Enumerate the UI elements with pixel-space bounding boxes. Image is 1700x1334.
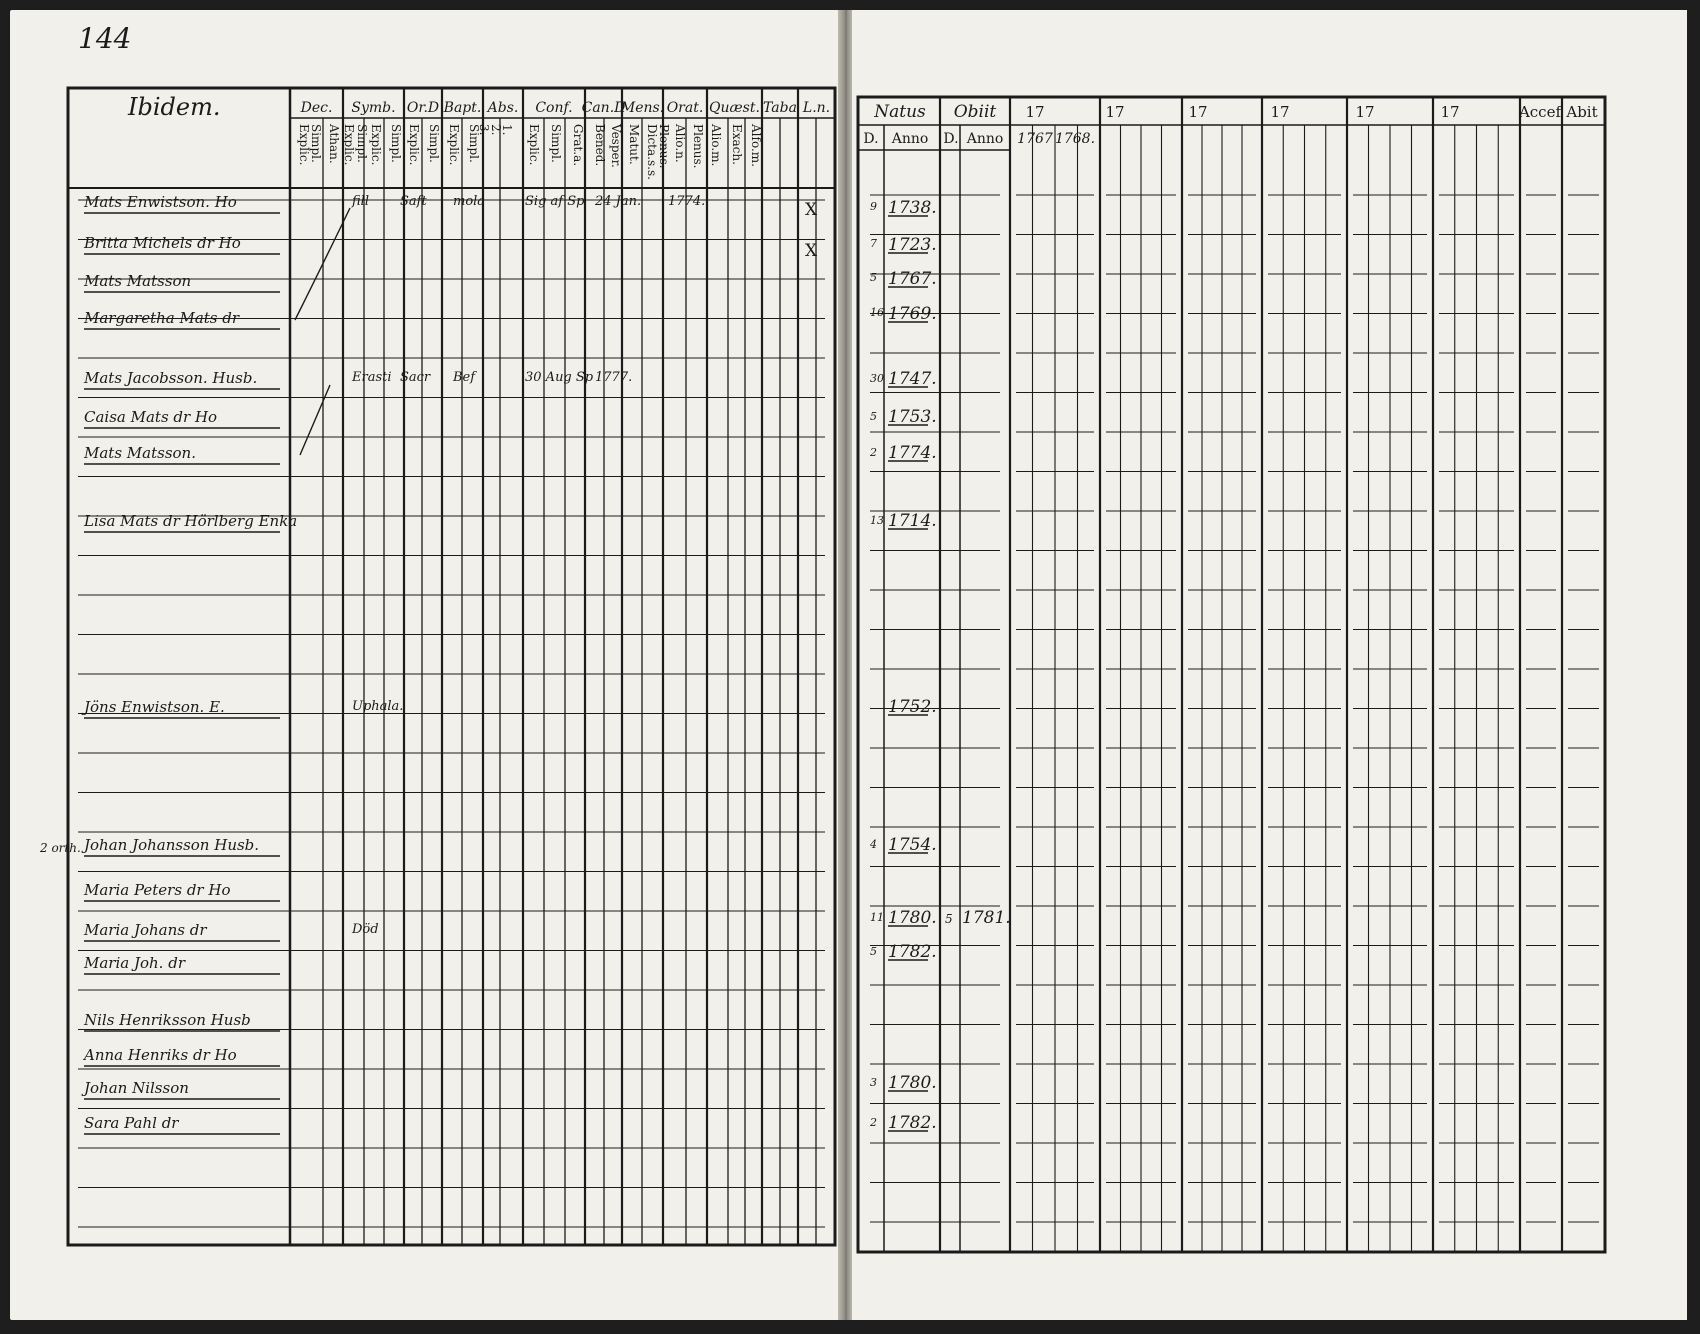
column-subheader: Exach. — [730, 124, 744, 165]
page-title: Ibidem. — [128, 93, 221, 121]
column-subheader: Simpl. — [309, 124, 323, 163]
column-subheader: Grat.a. — [571, 124, 585, 167]
birth-day: 2 — [870, 446, 877, 459]
column-header: Conf. — [535, 100, 573, 116]
entry-name: Mats Matsson — [84, 272, 192, 290]
entry-mark: fill — [352, 194, 369, 209]
column-header: L.n. — [802, 100, 831, 116]
column-subheader: Explic. — [407, 124, 421, 166]
death-year: 1781. — [962, 908, 1011, 928]
column-header: 17 — [1355, 103, 1375, 121]
birth-day: 11 — [870, 911, 884, 924]
birth-year: 1774. — [888, 443, 937, 463]
birth-day: 3 — [870, 1076, 877, 1089]
entry-name: Anna Henriks dr Ho — [84, 1046, 237, 1064]
column-header: 17 — [1025, 103, 1045, 121]
column-header: Natus — [874, 102, 926, 122]
entry-mark: Sig af Sp — [525, 194, 585, 209]
entry-name: Johan Nilsson — [84, 1079, 189, 1097]
column-header: 17 — [1270, 103, 1290, 121]
column-subheader: Athan. — [327, 124, 341, 164]
year-column-label: 1767 — [1017, 131, 1053, 147]
column-header: Accef — [1518, 103, 1562, 121]
column-subheader: Simpl. — [355, 124, 369, 163]
birth-day: 30 — [870, 372, 884, 385]
column-header: Abs. — [487, 100, 519, 116]
birth-year: 1747. — [888, 369, 937, 389]
entry-name: Mats Jacobsson. Husb. — [84, 369, 258, 387]
column-header: Can.D — [581, 100, 626, 116]
entry-mark: 24 Jan. — [595, 194, 642, 209]
column-subheader: Explic. — [342, 124, 356, 166]
column-header: Bapt. — [443, 100, 482, 116]
year-column-label: 1768. — [1054, 131, 1096, 147]
birth-year: 1738. — [888, 198, 937, 218]
entry-mark: Sacr — [400, 370, 431, 385]
entry-mark: 1777. — [595, 370, 633, 385]
column-subheader: Bened. — [593, 124, 607, 167]
column-subheader: Simpl. — [549, 124, 563, 163]
entry-name: Johan Johansson Husb. — [84, 836, 260, 854]
column-header: Taba — [763, 100, 797, 116]
column-subheader: Plenus. — [657, 124, 671, 169]
entry-name: Maria Joh. dr — [84, 954, 185, 972]
entry-name: Margaretha Mats dr — [84, 309, 240, 327]
birth-year: 1769. — [888, 304, 937, 324]
birth-day: 9 — [870, 200, 877, 213]
entry-mark: mola — [453, 194, 486, 209]
entry-name: Nils Henriksson Husb — [84, 1011, 251, 1029]
column-subheader: Simpl. — [389, 124, 403, 163]
entry-mark: 30 Aug Sp — [525, 370, 594, 385]
birth-day: 2 — [870, 1116, 877, 1129]
entry-name: Sara Pahl dr — [84, 1114, 179, 1132]
column-subheader: Matut. — [627, 124, 641, 165]
birth-year: 1767. — [888, 269, 937, 289]
column-subheader: Alio.m. — [709, 124, 723, 167]
birth-day: 7 — [870, 237, 877, 250]
column-subheader: Dicta.s.s. — [645, 124, 659, 180]
entry-name: Mats Matsson. — [84, 444, 196, 462]
birth-year: 1780. — [888, 1073, 937, 1093]
column-subheader: Explic. — [297, 124, 311, 166]
column-subheader: Explic. — [369, 124, 383, 166]
entry-name: Jöns Enwistson. E. — [84, 698, 225, 716]
column-header: Or.D — [406, 100, 440, 116]
column-subheader: Simpl. — [427, 124, 441, 163]
entry-name: Caisa Mats dr Ho — [84, 408, 218, 426]
column-subheader: 3. — [477, 124, 491, 136]
entry-mark: Erasti — [352, 370, 392, 385]
entry-name: Mats Enwistson. Ho — [84, 193, 237, 211]
column-subheader: D. — [863, 131, 879, 147]
birth-year: 1782. — [888, 942, 937, 962]
table-frame — [858, 97, 1605, 1252]
birth-year: 1780. — [888, 908, 937, 928]
column-header: Quæst. — [709, 100, 760, 116]
ln-mark: X — [805, 241, 818, 261]
column-subheader: Vesper. — [609, 124, 623, 168]
column-header: Dec. — [300, 100, 333, 116]
column-subheader: Anno — [891, 131, 929, 147]
column-subheader: D. — [943, 131, 959, 147]
death-day: 5 — [945, 912, 953, 926]
birth-day: 13 — [870, 514, 884, 527]
column-subheader: Plenus. — [691, 124, 705, 169]
column-subheader: Alio.n. — [673, 124, 687, 163]
birth-year: 1753. — [888, 407, 937, 427]
entry-mark: Död — [352, 922, 379, 937]
birth-year: 1714. — [888, 511, 937, 531]
column-header: 17 — [1188, 103, 1208, 121]
entry-mark: Uphala. — [352, 699, 404, 714]
column-header: Orat. — [666, 100, 704, 116]
column-header: 17 — [1440, 103, 1460, 121]
column-subheader: Explic. — [447, 124, 461, 166]
birth-day: 5 — [870, 410, 877, 423]
column-header: 17 — [1105, 103, 1125, 121]
birth-day: 5 — [870, 945, 877, 958]
birth-day: 4 — [870, 838, 877, 851]
entry-name: Maria Johans dr — [84, 921, 207, 939]
entry-mark: Saft — [400, 194, 427, 209]
column-subheader: Simpl. — [467, 124, 481, 163]
column-subheader: Explic. — [527, 124, 541, 166]
birth-year: 1754. — [888, 835, 937, 855]
column-header: Abit — [1566, 103, 1598, 121]
entry-mark: Bef — [453, 370, 476, 385]
margin-note: 2 orth. — [40, 841, 81, 855]
birth-day: 5 — [870, 271, 877, 284]
column-subheader: Anno — [966, 131, 1004, 147]
entry-name: Britta Michels dr Ho — [84, 234, 241, 252]
column-subheader: Alfo.m. — [749, 124, 763, 167]
column-header: Mens. — [620, 100, 665, 116]
birth-year: 1782. — [888, 1113, 937, 1133]
column-header: Symb. — [351, 100, 396, 116]
column-header: Obiit — [953, 102, 997, 122]
column-subheader: 2. — [489, 124, 503, 136]
birth-day: 16 — [870, 306, 884, 319]
column-subheader: 1. — [500, 124, 514, 136]
birth-year: 1752. — [888, 697, 937, 717]
entry-name: Lisa Mats dr Hörlberg Enka — [84, 512, 298, 530]
page-number: 144 — [78, 22, 132, 55]
birth-year: 1723. — [888, 235, 937, 255]
entry-name: Maria Peters dr Ho — [84, 881, 231, 899]
ln-mark: X — [805, 200, 818, 220]
entry-mark: 1774. — [668, 194, 706, 209]
